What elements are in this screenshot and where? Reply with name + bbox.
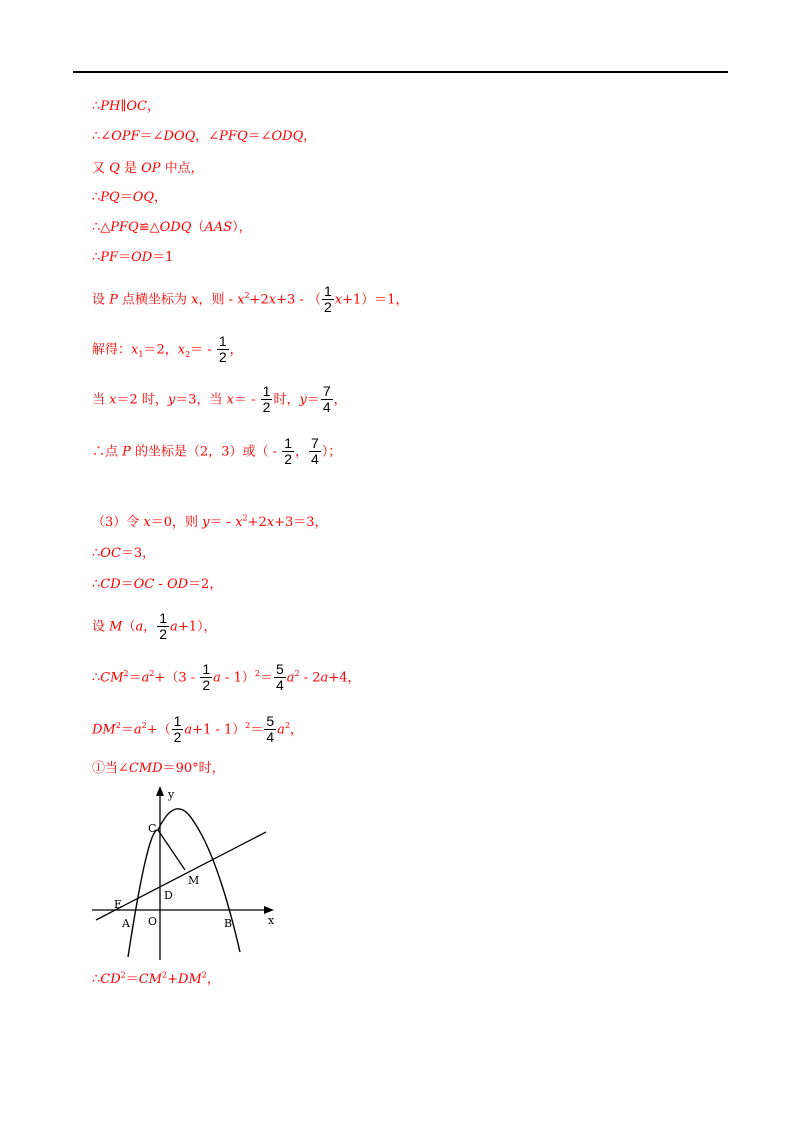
fraction-one-half: $\frac{1}{2}$	[262, 383, 271, 416]
line-point-p-coords: ∴点 P 的坐标是（2，3）或（ - $\frac{1}{2}$ ， $\frac{7}{4}$ ）；	[92, 435, 342, 468]
parabola-figure	[88, 782, 278, 962]
line-part3-let-x-zero: （3）令 x＝0，则 $y= - x^2+2x+3=3$，	[92, 513, 328, 530]
label-m: M	[188, 874, 200, 887]
label-x: x	[268, 914, 275, 927]
fraction-one-half: $\frac{1}{2}$	[173, 713, 182, 746]
line-congruent-triangles: ∴△PFQ≌△ODQ（AAS），	[92, 220, 252, 235]
label-a: A	[122, 917, 130, 930]
fraction-one-half: $\frac{1}{2}$	[284, 435, 293, 468]
x-axis-arrow-icon	[264, 906, 274, 914]
fraction-one-half: $\frac{1}{2}$	[159, 610, 168, 643]
label-y: y	[168, 788, 175, 801]
line-cm-squared: $\therefore CM^2=a^2+(3$ - $\frac{1}{2}$ a - 1）$^2$＝ $\frac{5}{4}$ $a^2 - 2a+4$，	[92, 661, 361, 694]
label-e: E	[114, 898, 123, 911]
line-q-midpoint: 又 Q 是 OP 中点，	[92, 161, 204, 176]
parabola-curve	[128, 809, 240, 957]
line-when-x-values: 当 x＝2 时，y＝3，当 x＝ - $\frac{1}{2}$ 时，y＝ $\frac{7}{4}$ ，	[92, 383, 347, 416]
line-ph-parallel-oc: ∴PH∥OC，	[92, 99, 161, 114]
fraction-one-half: $\frac{1}{2}$	[218, 333, 227, 366]
line-pq-eq-oq: ∴PQ＝OQ，	[92, 190, 168, 205]
line-set-p-abscissa: 设 P 点横坐标为 x，则 - $x^2+2x+3$ - （ $\frac{1}{2}$ x+1）＝1，	[92, 283, 409, 316]
fraction-five-quarters: $\frac{5}{4}$	[266, 713, 275, 746]
line-cd-eq-2: ∴CD＝OC - OD＝2，	[92, 577, 223, 592]
y-axis-arrow-icon	[156, 786, 164, 796]
line-oc-eq-3: ∴OC＝3，	[92, 546, 156, 561]
fraction-one-half: $\frac{1}{2}$	[202, 661, 211, 694]
line-case-angle-cmd: ①当∠CMD＝90°时，	[92, 761, 225, 776]
fraction-seven-quarters: $\frac{7}{4}$	[311, 435, 319, 468]
line-dm-squared: $DM^2=a^2+$（ $\frac{1}{2}$ a+1 - 1）$^2$＝ $\frac{5}{4}$ $a^2$，	[92, 713, 304, 746]
fraction-five-quarters: $\frac{5}{4}$	[275, 661, 284, 694]
header-rule	[73, 71, 728, 73]
label-c: C	[148, 822, 157, 835]
label-b: B	[224, 917, 233, 930]
fraction-seven-quarters: $\frac{7}{4}$	[322, 383, 331, 416]
fraction-one-half: $\frac{1}{2}$	[323, 283, 332, 316]
label-o: O	[148, 915, 158, 928]
line-pf-eq-od: ∴PF＝OD＝1	[92, 250, 174, 265]
line-solve-x: 解得：$x_1=2$，$x_2=$ - $\frac{1}{2}$ ，	[92, 333, 243, 366]
line-angle-equality: ∴∠OPF＝∠DOQ，∠PFQ＝∠ODQ，	[92, 129, 317, 144]
line-pythagoras: $\therefore CD^2=CM^2+DM^2$，	[92, 970, 220, 987]
segment-cm	[158, 830, 185, 870]
line-set-m: 设 M（a， $\frac{1}{2}$ a+1），	[92, 610, 217, 643]
label-d: D	[164, 889, 173, 902]
